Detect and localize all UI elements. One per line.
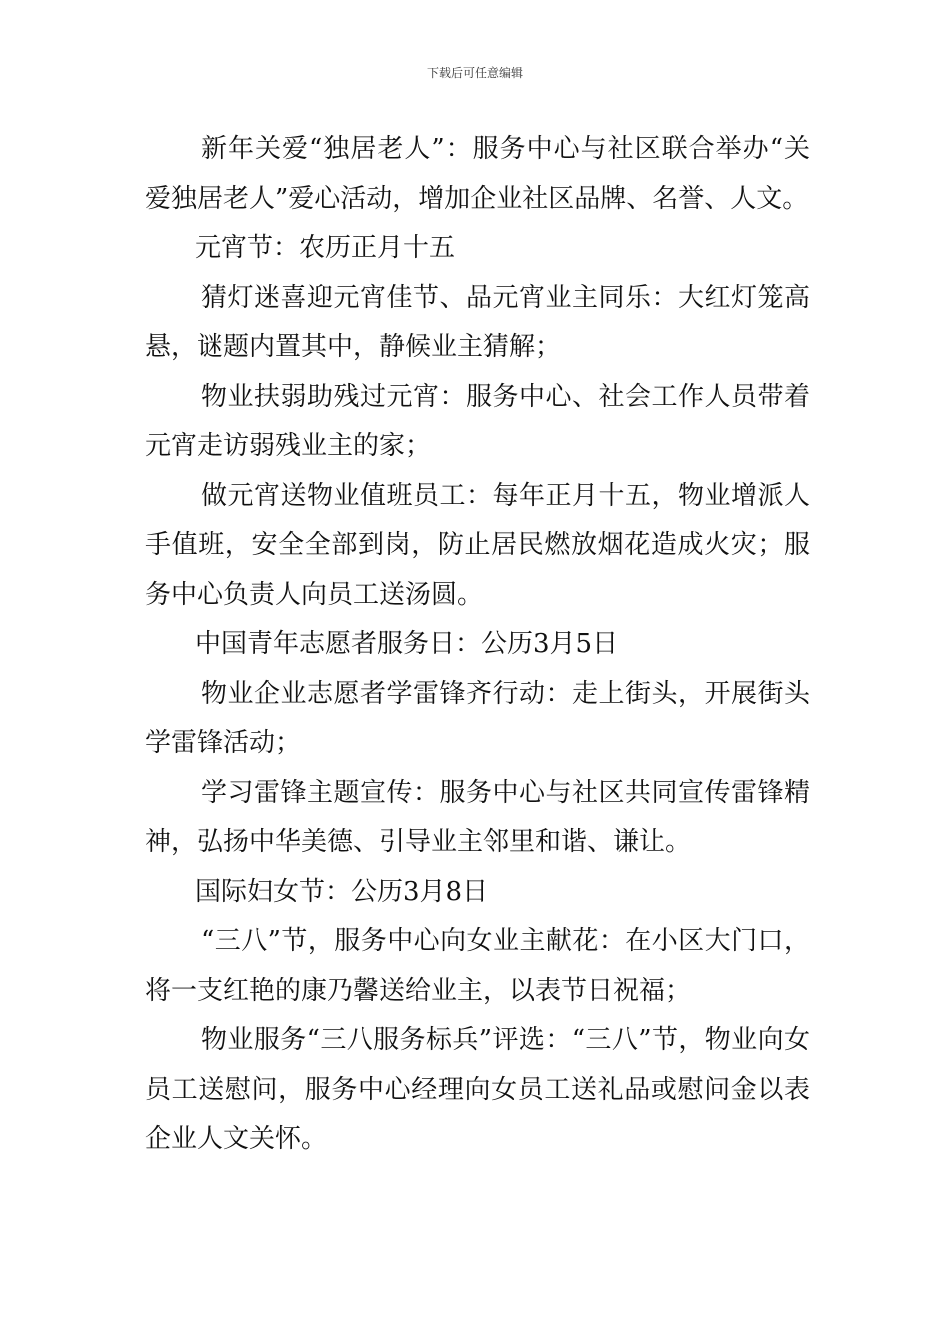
page-header-note: 下载后可任意编辑 — [426, 66, 523, 80]
paragraph-volunteer-action: 物业企业志愿者学雷锋齐行动：走上街头，开展街头学雷锋活动； — [145, 678, 810, 758]
heading-lantern-festival: 元宵节：农历正月十五 — [195, 233, 456, 263]
heading-womens-day: 国际妇女节：公历3月8日 — [195, 876, 489, 907]
paragraph-leifeng-promotion: 学习雷锋主题宣传：服务中心与社区共同宣传雷锋精神，弘扬中华美德、引导业主邻里和谐、谦让。 — [145, 777, 810, 857]
paragraph-womens-day-award: 物业服务“三八服务标兵”评选：“三八”节，物业向女员工送慰问，服务中心经理向女员工送礼品或慰问金以表企业人文关怀。 — [145, 1025, 810, 1154]
paragraph-lantern-riddles: 猜灯迷喜迎元宵佳节、品元宵业主同乐：大红灯笼高悬，谜题内置其中，静候业主猜解； — [145, 282, 810, 362]
document-body — [145, 125, 810, 1165]
paragraph-staff-duty: 做元宵送物业值班员工：每年正月十五，物业增派人手值班，安全全部到岗，防止居民燃放烟花造成火灾；服务中心负责人向员工送汤圆。 — [145, 480, 810, 610]
paragraph-womens-day-flowers: “三八”节，服务中心向女业主献花：在小区大门口，将一支红艳的康乃馨送给业主，以表节日祝福； — [145, 926, 810, 1006]
paragraph-elderly-care: 新年关爱“独居老人”：服务中心与社区联合举办“关爱独居老人”爱心活动，增加企业社区品牌、名誉、人文。 — [145, 134, 810, 214]
heading-volunteer-day: 中国青年志愿者服务日：公历3月5日 — [195, 629, 619, 659]
paragraph-disabled-assistance: 物业扶弱助残过元宵：服务中心、社会工作人员带着元宵走访弱残业主的家； — [145, 381, 810, 461]
